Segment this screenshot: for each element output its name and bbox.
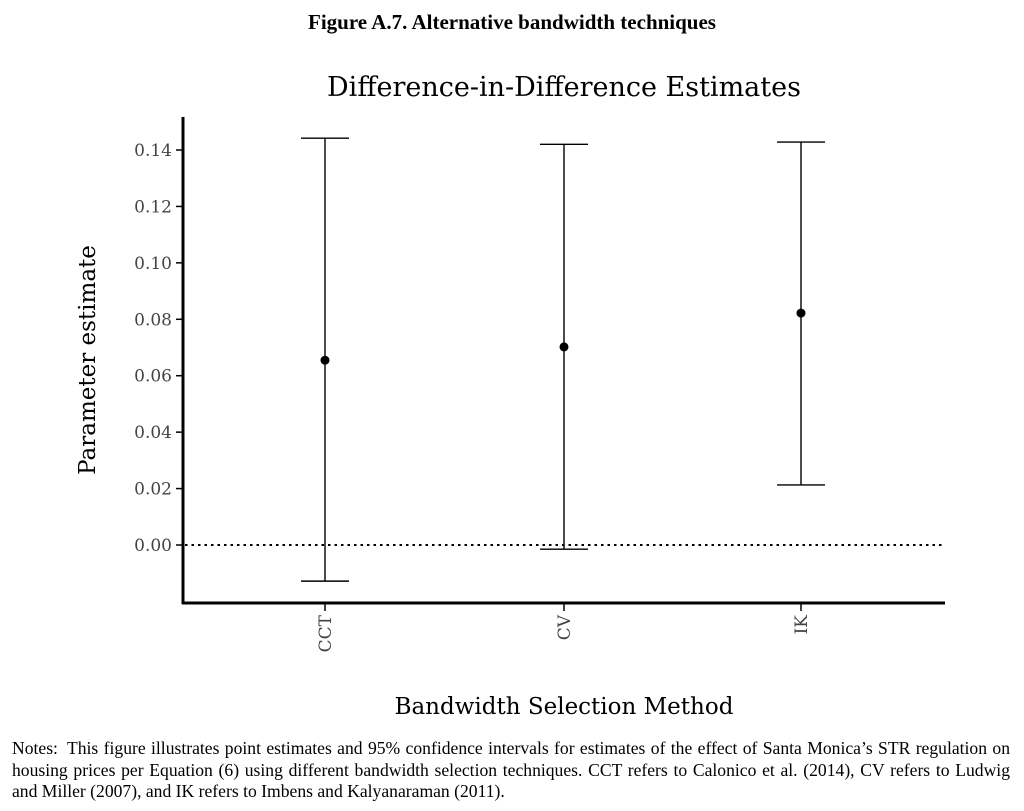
y-tick-label: 0.00 bbox=[134, 536, 172, 556]
notes-text: This figure illustrates point estimates and 95% confidence intervals for estimates of the effect of Santa Monica’s STR regulation on housing prices per Equation (6) using different bandwidth selection techniques. CCT refers to Calonico et al. (2014), CV refers to Ludwig and Miller (2007), and IK refers to Imbens and Kalyanaraman (2011). bbox=[12, 738, 1010, 801]
x-tick-label: IK bbox=[792, 615, 812, 635]
y-tick-label: 0.10 bbox=[134, 253, 172, 274]
y-tick-label: 0.12 bbox=[134, 197, 172, 218]
y-tick-label: 0.04 bbox=[134, 423, 172, 444]
y-tick-label: 0.08 bbox=[134, 310, 172, 331]
x-axis-ticks bbox=[316, 604, 812, 652]
y-axis-ticks bbox=[134, 141, 182, 556]
figure-notes bbox=[12, 738, 1010, 803]
x-tick-label: CV bbox=[555, 615, 575, 641]
chart-title: Difference-in-Difference Estimates bbox=[327, 72, 801, 103]
point-estimate-ik bbox=[797, 309, 806, 318]
x-tick-label: CCT bbox=[316, 615, 336, 653]
point-estimate-cct bbox=[321, 356, 330, 365]
notes-label: Notes: bbox=[12, 738, 58, 758]
figure-caption: Figure A.7. Alternative bandwidth techniques bbox=[308, 10, 716, 34]
y-tick-label: 0.06 bbox=[134, 366, 172, 387]
y-axis-label: Parameter estimate bbox=[75, 245, 101, 475]
plot-area bbox=[185, 138, 945, 581]
y-tick-label: 0.02 bbox=[134, 479, 172, 500]
x-axis-label: Bandwidth Selection Method bbox=[394, 694, 734, 720]
y-tick-label: 0.14 bbox=[134, 141, 172, 161]
point-estimate-cv bbox=[560, 342, 569, 351]
